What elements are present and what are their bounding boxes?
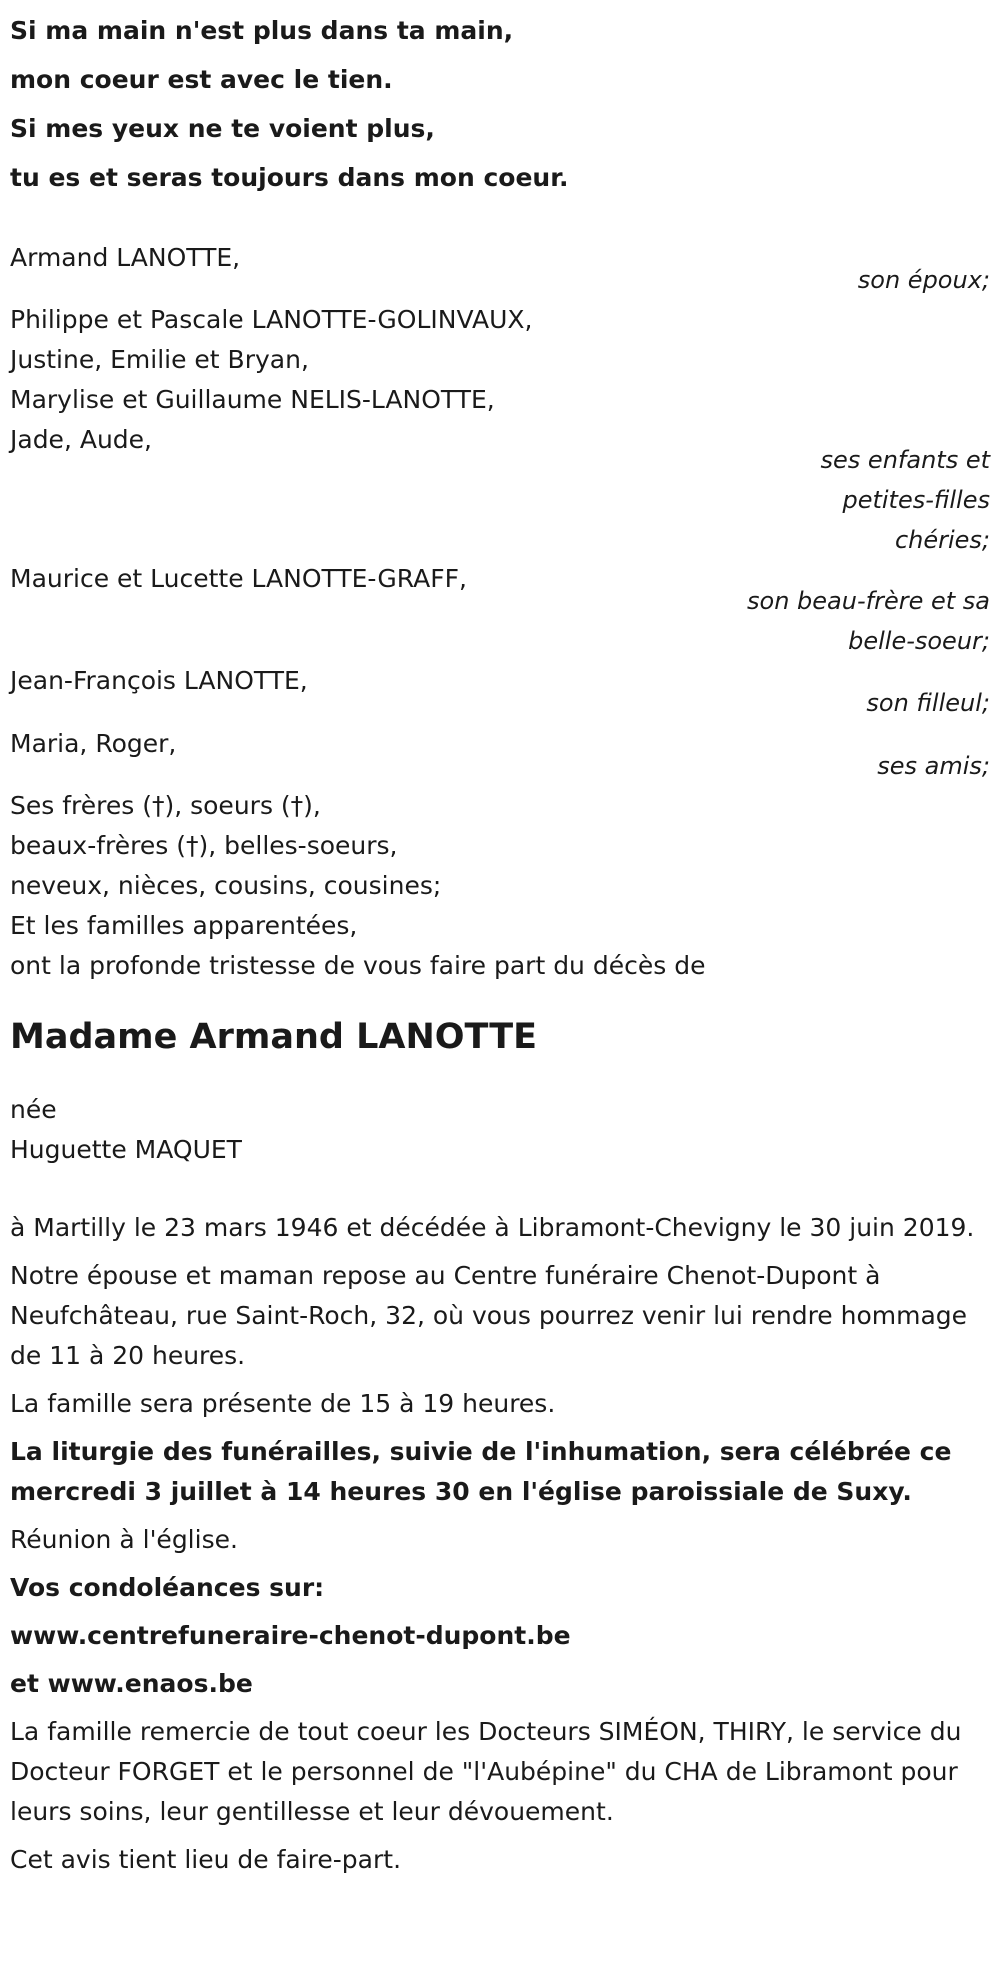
website-link[interactable]: www.centrefuneraire-chenot-dupont.be — [10, 1621, 571, 1650]
in-laws-name: Maurice et Lucette LANOTTE-GRAFF, — [10, 564, 467, 593]
others-line: Ses frères (†), soeurs (†), — [10, 791, 321, 820]
presence-text: La famille sera présente de 15 à 19 heures. — [10, 1389, 556, 1418]
thanks-text: La famille remercie de tout coeur les Docteurs SIMÉON, THIRY, le service du Docteur FORGET et le personnel de "l'Aubépine" du CHA de Libramont pour leurs soins, leur gentillesse et leur dévouement. — [10, 1717, 962, 1826]
child-line: Justine, Emilie et Bryan, — [10, 345, 309, 374]
godson-group — [10, 661, 990, 724]
relation-line: son beau-frère et sa — [747, 587, 990, 615]
relation-line: ses enfants et — [820, 446, 990, 474]
website-link-2[interactable]: et www.enaos.be — [10, 1669, 253, 1698]
in-laws-relation — [747, 581, 990, 661]
others-line: Et les familles apparentées, — [10, 911, 358, 940]
relation-line: belle-soeur; — [848, 627, 990, 655]
maiden-name: Huguette MAQUET — [10, 1135, 242, 1164]
notice-text: Cet avis tient lieu de faire-part. — [10, 1845, 402, 1874]
in-laws-group — [10, 559, 990, 661]
details — [10, 1208, 985, 1880]
others-line: neveux, nièces, cousins, cousines; — [10, 871, 442, 900]
children-group — [10, 300, 990, 559]
poem-line: mon coeur est avec le tien. — [10, 65, 393, 94]
friends-group — [10, 724, 990, 786]
husband-relation: son époux; — [857, 266, 990, 294]
godson-relation: son filleul; — [866, 689, 990, 717]
child-line: Jade, Aude, — [10, 425, 152, 454]
relation-line: petites-filles — [842, 486, 990, 514]
children-relation — [821, 440, 990, 560]
poem-line: tu es et seras toujours dans mon coeur. — [10, 163, 569, 192]
nee-label: née — [10, 1095, 57, 1124]
poem-line: Si ma main n'est plus dans ta main, — [10, 16, 514, 45]
deceased-name: Madame Armand LANOTTE — [10, 1017, 537, 1057]
others-line: beaux-frères (†), belles-soeurs, — [10, 831, 398, 860]
liturgy-text: La liturgie des funérailles, suivie de l'inhumation, sera célébrée ce mercredi 3 juillet à 14 heures 30 en l'église paroissiale de Suxy. — [10, 1437, 952, 1506]
husband-name: Armand LANOTTE, — [10, 243, 241, 272]
child-line: Philippe et Pascale LANOTTE-GOLINVAUX, — [10, 305, 533, 334]
poem-line: Si mes yeux ne te voient plus, — [10, 114, 435, 143]
friends-name: Maria, Roger, — [10, 729, 177, 758]
poem — [10, 0, 990, 202]
others-line: ont la profonde tristesse de vous faire part du décès de — [10, 951, 706, 980]
rest-text: Notre épouse et maman repose au Centre funéraire Chenot-Dupont à Neufchâteau, rue Saint-Roch, 32, où vous pourrez venir lui rendre hommage de 11 à 20 heures. — [10, 1261, 968, 1370]
birth-death-text: à Martilly le 23 mars 1946 et décédée à Libramont-Chevigny le 30 juin 2019. — [10, 1213, 975, 1242]
godson-name: Jean-François LANOTTE, — [10, 666, 308, 695]
condolences-label: Vos condoléances sur: — [10, 1573, 325, 1602]
maiden-block — [10, 1090, 990, 1170]
child-line: Marylise et Guillaume NELIS-LANOTTE, — [10, 385, 495, 414]
friends-relation: ses amis; — [877, 752, 990, 780]
husband-group — [10, 238, 990, 300]
meeting-text: Réunion à l'église. — [10, 1525, 238, 1554]
family-list — [10, 238, 990, 986]
others-group — [10, 786, 990, 986]
relation-line: chéries; — [894, 526, 990, 554]
